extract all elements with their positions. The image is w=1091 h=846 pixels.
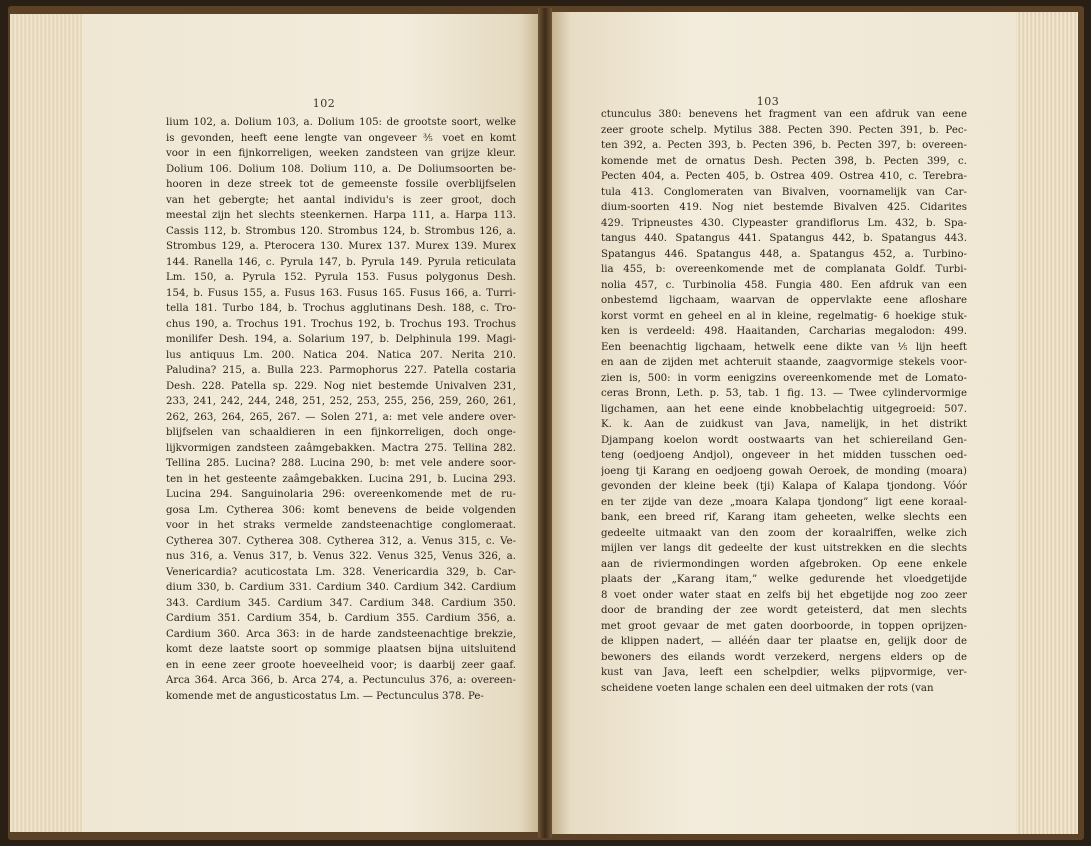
text-line: 154, b. Fusus 155, a. Fusus 163. Fusus 165. Fusus 166, a. Turri- [166,287,516,299]
right-page-number: 103 [756,95,780,108]
text-line: gosa Lm. Cytherea 306: komt benevens de beide volgenden [166,504,516,516]
text-line: ten 392, a. Pecten 393, b. Pecten 396, b. Pecten 397, b: overeen- [601,140,967,151]
text-line: dium-soorten 419. Nog niet bestemde Bivalven 425. Cidarites [601,202,967,213]
text-line: Arca 364. Arca 366, b. Arca 274, a. Pectunculus 376, a: overeen- [166,675,516,686]
text-line: Paludina? 215, a. Bulla 223. Parmophorus 227. Patella costaria [166,365,516,376]
text-line: meestal zijn het slechts steenkernen. Harpa 111, a. Harpa 113. [166,210,516,221]
left-page [82,14,538,832]
text-line: gevonden der kleine beek (tji) Kalapa of Kalapa tjondong. Vóór [601,481,967,492]
text-line: Spatangus 446. Spatangus 448, a. Spatangus 452, a. Turbino- [601,248,967,260]
text-line: mijlen ver langs dit gedeelte der kust uitstrekken en die slechts [601,543,967,554]
text-line: Een beenachtig ligchaam, hetwelk eene dikte van ⅕ lijn heeft [601,341,967,353]
text-line: 429. Tripneustes 430. Clypeaster grandiflorus Lm. 432, b. Spa- [601,217,967,229]
text-line: Lucina 294. Sanguinolaria 296: overeenkomende met de ru- [166,489,516,500]
text-line: Cardium 360. Arca 363: in de harde zandsteenachtige brekzie, [166,628,516,640]
text-line: blijfselen van schaaldieren in een fijnkorreligen, doch onge- [166,427,516,438]
text-line: ligchamen, aan het eene einde knobbelachtig uitgegroeid: 507. [601,403,967,415]
text-line: en aan de zijden met achteruit staande, zaagvormige stekels voor- [601,357,967,368]
text-line: tangus 440. Spatangus 441. Spatangus 442, b. Spatangus 443. [601,233,967,244]
text-line: lijkvormigen zandsteen zaâmgebakken. Mactra 275. Tellina 282. [166,442,516,454]
text-line: lia 455, b: overeenkomende met de complanata Goldf. Turbi- [601,264,967,275]
left-page-number: 102 [312,97,336,110]
text-line: tella 181. Turbo 184, b. Trochus agglutinans Desh. 188, c. Tro- [166,303,516,314]
text-line: voor in een fijnkorreligen, weeken zandsteen van grijze kleur. [166,148,516,159]
text-line: K. k. Aan de zuidkust van Java, namelijk, in het distrikt [601,419,967,430]
right-page [552,12,1016,834]
book-gutter [538,8,552,838]
text-line: monilifer Desh. 194, a. Solarium 197, b. Delphinula 199. Magi- [166,334,516,345]
right-page-text [601,107,967,696]
text-line: ken is verdeeld: 498. Haaitanden, Carcharias megalodon: 499. [601,326,967,337]
text-line: Venericardia? acuticostata Lm. 328. Venericardia 329, b. Car- [166,566,516,578]
text-line: chus 190, a. Trochus 191. Trochus 192, b. Trochus 193. Trochus [166,318,516,330]
text-line: joeng tji Karang en oedjoeng gowah Oeroek, de monding (moara) [601,465,967,477]
text-line: nus 316, a. Venus 317, b. Venus 322. Venus 325, Venus 326, a. [166,551,516,562]
text-line: komt deze laatste soort op sommige plaatsen bijna uitsluitend [166,644,516,655]
text-line: zien is, 500: in vorm eenigzins overeenkomende met de Lomato- [601,372,967,384]
text-line: teng (oedjoeng Andjol), ongeveer in het midden tusschen oed- [601,450,967,461]
text-line: Pecten 404, a. Pecten 405, b. Ostrea 409. Ostrea 410, c. Terebra- [601,171,967,182]
text-line: kust van Java, leeft een schelpdier, welks pijpvormige, ver- [601,667,967,678]
text-line: bank, een breed rif, Karang itam geheeten, welke slechts een [601,512,967,523]
text-line: door de branding der zee wordt geteisterd, dat men slechts [601,605,967,616]
text-line: Lm. 150, a. Pyrula 152. Pyrula 153. Fusus polygonus Desh. [166,272,516,283]
text-line: ceras Bronn, Leth. p. 53, tab. 1 fig. 13. — Twee cylindervormige [601,388,967,399]
text-line: dium 330, b. Cardium 331. Cardium 340. Cardium 342. Cardium [166,582,516,593]
text-line: 233, 241, 242, 244, 248, 251, 252, 253, 255, 256, 259, 260, 261, [166,396,516,407]
text-line: is gevonden, heeft eene lengte van ongeveer ⅗ voet en komt [166,132,516,144]
text-line: tula 413. Conglomeraten van Bivalven, voornamelijk van Car- [601,186,967,198]
text-line: Dolium 106. Dolium 108. Dolium 110, a. De Doliumsoorten be- [166,163,516,175]
text-line: 262, 263, 264, 265, 267. — Solen 271, a: met vele andere over- [166,411,516,423]
text-line: Cardium 351. Cardium 354, b. Cardium 355. Cardium 356, a. [166,613,516,624]
text-line: onbestemd ligchaam, waarvan de oppervlakte eene afloshare [601,295,967,306]
text-line: en in eene zeer groote hoeveelheid voor; is daarbij zeer gaaf. [166,659,516,671]
text-line: komende met de ornatus Desh. Pecten 398, b. Pecten 399, c. [601,155,967,167]
text-line: Djampang koelon wordt oostwaarts van het schiereiland Gen- [601,434,967,446]
text-line: komende met de angusticostatus Lm. — Pectunculus 378. Pe- [166,690,484,702]
text-line: ctunculus 380: benevens het fragment van een afdruk van eene [601,109,967,120]
text-line: Tellina 285. Lucina? 288. Lucina 290, b: met vele andere soor- [166,458,516,469]
text-line: ten in het gesteente zaâmgebakken. Lucina 291, b. Lucina 293. [166,473,516,485]
text-line: 8 voet onder water staat en zelfs bij het ebgetijde nog zoo zeer [601,589,967,601]
text-line: met groot gevaar de met gaten doorboorde, in toppen oprijzen- [601,620,967,632]
right-page-edges [1016,12,1078,834]
text-line: aan de riviermondingen worden afgebroken. Op eene enkele [601,558,967,570]
text-line: Cytherea 307. Cytherea 308. Cytherea 312, a. Venus 315, c. Ve- [166,535,516,547]
left-page-text [166,115,516,704]
text-line: Strombus 129, a. Pterocera 130. Murex 137. Murex 139. Murex [166,241,516,252]
text-line: Cassis 112, b. Strombus 120. Strombus 124, b. Strombus 126, a. [166,225,516,237]
text-line: zeer groote schelp. Mytilus 388. Pecten 390. Pecten 391, b. Pec- [601,124,967,136]
text-line: de klippen nadert, — alléén daar ter plaatse en, gelijk door de [601,636,967,647]
text-line: bewoners des eilands wordt verzekerd, nergens elders op de [601,651,967,663]
text-line: Desh. 228. Patella sp. 229. Nog niet bestemde Univalven 231, [166,380,516,392]
text-line: korst vormt en geheel en al in kleine, regelmatig- 6 hoekige stuk- [601,310,967,322]
text-line: 343. Cardium 345. Cardium 347. Cardium 348. Cardium 350. [166,597,516,609]
text-line: gedeelte uitmaakt van den zoom der koraalriffen, welke zich [601,527,967,539]
text-line: van het gebergte; het aantal individu's is zeer groot, doch [166,194,516,206]
text-line: 144. Ranella 146, c. Pyrula 147, b. Pyrula 149. Pyrula reticulata [166,256,516,268]
text-line: en ter zijde van deze „moara Kalapa tjondong” ligt eene koraal- [601,496,967,508]
text-line: lus antiquus Lm. 200. Natica 204. Natica 207. Nerita 210. [166,349,516,361]
text-line: hooren in deze streek tot de gemeenste fossile overblijfselen [166,179,516,190]
text-line: plaats der „Karang itam,” welke gedurende het vloedgetijde [601,574,967,585]
text-line: voor in het straks vermelde zandsteenachtige conglomeraat. [166,520,516,531]
text-line: scheidene voeten lange schalen een deel uitmaken der rots (van [601,682,934,694]
text-line: lium 102, a. Dolium 103, a. Dolium 105: de grootste soort, welke [166,117,516,128]
text-line: nolia 457, c. Turbinolia 458. Fungia 480. Een afdruk van een [601,279,967,291]
left-page-edges [10,14,82,832]
